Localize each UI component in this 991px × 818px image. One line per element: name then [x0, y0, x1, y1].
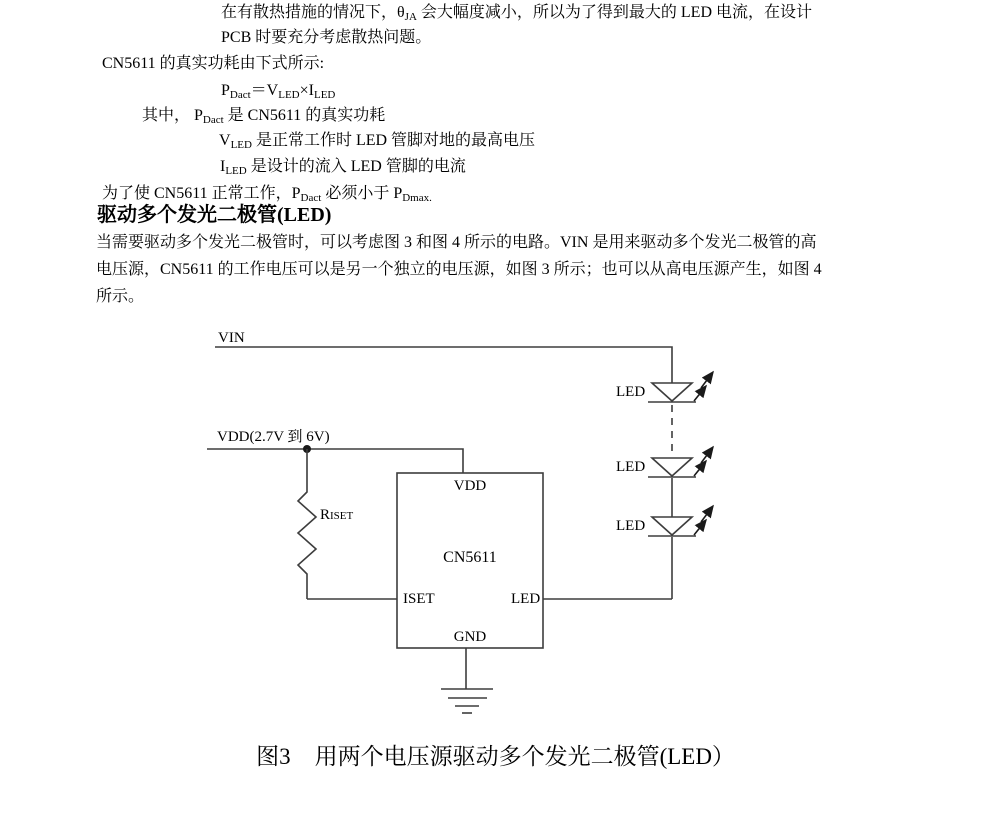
constraint-pre: 为了使 CN5611 正常工作，P [102, 185, 301, 202]
led3-diode-triangle [652, 517, 692, 535]
pin-label-iset: ISET [403, 591, 435, 607]
body-line-thermal-2: PCB 时要充分考虑散热问题。 [221, 29, 432, 46]
led1-light-arrows [694, 372, 713, 401]
ground-symbol-icon [441, 689, 493, 713]
riset-label [320, 507, 353, 524]
led2-arrow-icon [701, 447, 713, 463]
constraint-mid: 必须小于 P [321, 185, 403, 202]
formula-sub-iled: LED [313, 88, 336, 101]
iled-i: I [220, 158, 226, 175]
paragraph-line-2: 电压源，CN5611 的工作电压可以是另一个独立的电压源，如图 3 所示；也可以从高电压源产生，如图 4 [96, 261, 822, 278]
led1-label: LED [616, 384, 646, 400]
pin-label-gnd: GND [453, 629, 487, 645]
vled-sub: LED [230, 138, 252, 151]
led2-arrow-icon [694, 461, 706, 476]
figure3-caption [0, 738, 991, 771]
line1-post: 会大幅度减小，所以为了得到最大的 LED 电流，在设计 [416, 4, 813, 21]
caption-title: 用两个电压源驱动多个发光二极管(LED） [314, 744, 735, 769]
vdd-wire [207, 449, 463, 473]
formula-p: P [221, 82, 230, 99]
section-heading: 驱动多个发光二极管(LED) [97, 204, 332, 226]
iled-rest: 是设计的流入 LED 管脚的电流 [246, 158, 466, 175]
chip-name-label: CN5611 [443, 549, 497, 566]
formula-sub-dact: Dact [229, 88, 251, 101]
vled-rest: 是正常工作时 LED 管脚对地的最高电压 [251, 132, 536, 149]
caption-fig-number: 图3 [256, 744, 291, 769]
vdd-label: VDD(2.7V 到 6V) [217, 429, 330, 445]
constraint-sub-dmax: Dmax. [402, 191, 432, 204]
riset-resistor [298, 449, 316, 599]
body-line-intro-formula: CN5611 的真实功耗由下式所示: [102, 55, 325, 72]
led2-diode-triangle [652, 458, 692, 476]
vin-wire [215, 347, 672, 383]
led3-arrow-icon [701, 506, 713, 522]
led3-label: LED [616, 518, 646, 534]
pin-label-led: LED [511, 591, 541, 607]
vin-label: VIN [218, 330, 245, 346]
where-rest: 是 CN5611 的真实功耗 [223, 107, 386, 124]
pin-label-vdd: VDD [453, 478, 487, 494]
led1-diode-triangle [652, 383, 692, 401]
riset-sub: ISET [330, 510, 354, 522]
formula-v: ＝V [250, 82, 279, 99]
led3-light-arrows [694, 506, 713, 535]
riset-r: R [320, 507, 331, 523]
led2-light-arrows [694, 447, 713, 476]
where-p: 其中， P [142, 107, 203, 124]
line1-pre: 在有散热措施的情况下，θ [221, 4, 405, 21]
vled-v: V [219, 132, 231, 149]
iled-sub: LED [225, 164, 247, 177]
constraint-sub-dact: Dact [300, 191, 322, 204]
led3-arrow-icon [694, 520, 706, 535]
formula-sub-vled: LED [278, 88, 300, 101]
theta-subscript: JA [404, 10, 417, 23]
paragraph-line-1: 当需要驱动多个发光二极管时，可以考虑图 3 和图 4 所示的电路。VIN 是用来驱动多个发光二极管的高 [96, 234, 817, 251]
paragraph-line-3: 所示。 [96, 288, 145, 305]
formula-i: ×I [299, 82, 314, 99]
where-sub-dact: Dact [202, 113, 224, 126]
led2-label: LED [616, 459, 646, 475]
led1-arrow-icon [694, 386, 706, 401]
led1-arrow-icon [701, 372, 713, 388]
